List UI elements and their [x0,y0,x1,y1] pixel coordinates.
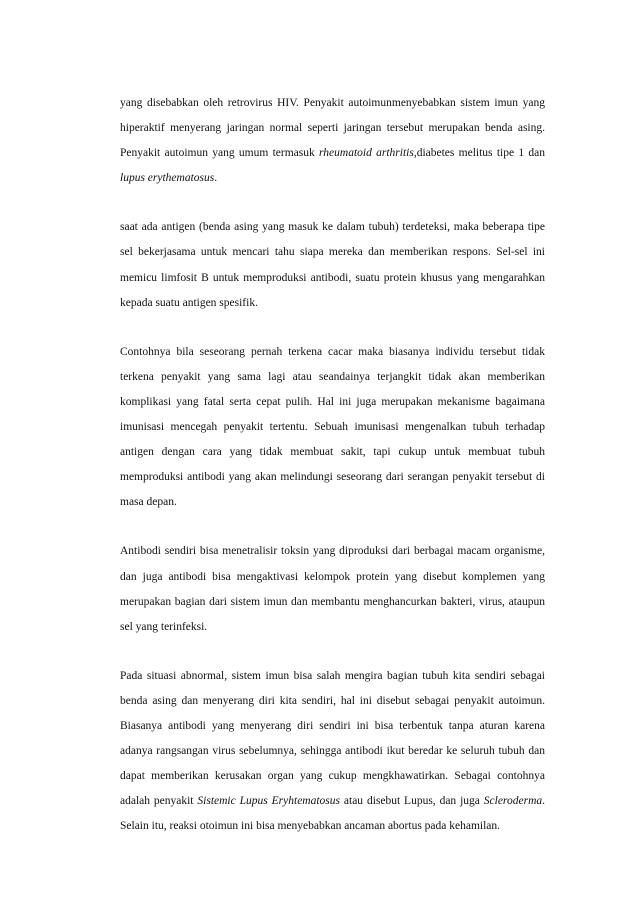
text-segment: yang disebabkan oleh retrovirus HIV. Penyakit autoimunmenyebabkan sistem imun yang hiperaktif menyerang jaringan normal seperti jaringan tersebut merupakan benda asing. Penyakit autoimun yang umum termasuk [120,97,545,160]
text-segment: . Selain itu, reaksi otoimun ini bisa menyebabkan ancaman abortus pada kehamilan. [120,795,545,833]
text-segment: . [214,172,218,185]
italic-term: Sistemic Lupus Eryhtematosus [197,795,340,808]
italic-term: Scleroderma [483,795,543,808]
paragraph-5 [120,664,545,840]
paragraph-3 [120,340,545,516]
italic-term: lupus erythematosus [120,172,215,185]
paragraph-1 [120,91,545,191]
paragraph-4 [120,539,545,639]
text-segment: atau disebut Lupus, dan juga [340,795,484,808]
document-page [120,91,545,839]
text-segment: Antibodi sendiri bisa menetralisir toksin yang diproduksi dari berbagai macam organisme, dan juga antibodi bisa mengaktivasi kelompok protein yang disebut komplemen yang merupakan bagian dari sistem imun dan membantu menghancurkan bakteri, virus, ataupun sel yang terinfeksi. [120,545,545,633]
text-segment: saat ada antigen (benda asing yang masuk ke dalam tubuh) terdeteksi, maka beberapa tipe sel bekerjasama untuk mencari tahu siapa mereka dan memberikan respons. Sel-sel ini memicu limfosit B untuk memproduksi antibodi, suatu protein khusus yang mengarahkan kepada suatu antigen spesifik. [120,221,545,309]
paragraph-2 [120,215,545,315]
italic-term: rheumatoid arthritis [319,147,414,160]
text-segment: Pada situasi abnormal, sistem imun bisa salah mengira bagian tubuh kita sendiri sebagai benda asing dan menyerang diri kita sendiri, hal ini disebut sebagai penyakit autoimun. Biasanya antibodi yang menyerang diri sendiri ini bisa terbentuk tanpa aturan karena adanya rangsangan virus sebelumnya, sehingga antibodi ikut beredar ke seluruh tubuh dan dapat memberikan kerusakan organ yang cukup mengkhawatirkan. Sebagai contohnya adalah penyakit [120,669,545,808]
text-segment: ,diabetes melitus tipe 1 dan [413,147,545,160]
text-segment: Contohnya bila seseorang pernah terkena cacar maka biasanya individu tersebut tidak terkena penyakit yang sama lagi atau seandainya terjangkit tidak akan memberikan komplikasi yang fatal serta cepat pulih. Hal ini juga merupakan mekanisme bagaimana imunisasi mencegah penyakit tertentu. Sebuah imunisasi mengenalkan tubuh terhadap antigen dengan cara yang tidak membuat sakit, tapi cukup untuk membuat tubuh memproduksi antibodi yang akan melindungi seseorang dari serangan penyakit tersebut di masa depan. [120,345,545,509]
